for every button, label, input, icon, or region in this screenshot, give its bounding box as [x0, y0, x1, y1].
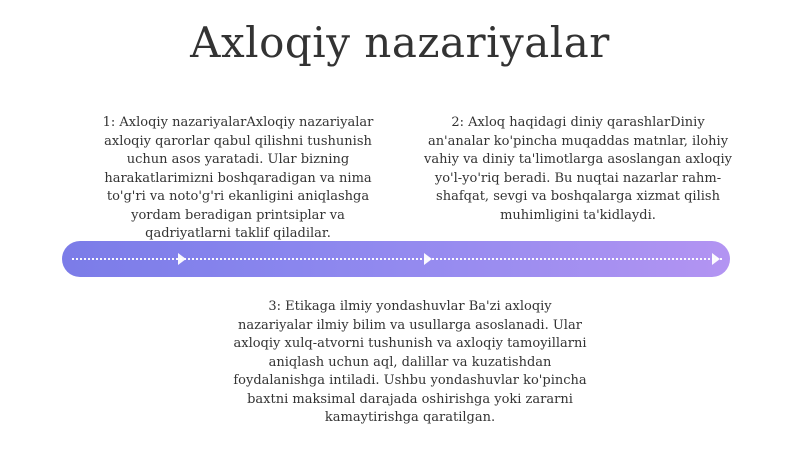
slide-title: Axloqiy nazariyalar	[190, 18, 610, 67]
arrow-right-icon	[712, 253, 720, 265]
timeline-item-3-text: 3: Etikaga ilmiy yondashuvlar Ba'zi axloqiy nazariyalar ilmiy bilim va usullarga asoslanadi. Ular axloqiy xulq-atvorni tushunish va axloqiy tamoyillarni aniqlash uchun aql, dalillar va kuzatishdan foydalanishga intiladi. Ushbu yondashuvlar ko'pincha baxtni maksimal darajada oshirishga yoki zararni kamaytirishga qaratilgan.	[233, 299, 587, 425]
timeline-item-2-text: 2: Axloq haqidagi diniy qarashlarDiniy an'analar ko'pincha muqaddas matnlar, ilohiy vahiy va diniy ta'limotlarga asoslangan axloqiy yo'l-yo'riq beradi. Bu nuqtai nazarlar rahm-shafqat, sevgi va boshqalarga xizmat qilish muhimligini ta'kidlaydi.	[423, 115, 733, 223]
arrow-right-icon	[424, 253, 432, 265]
timeline-dotted-line	[72, 258, 722, 260]
arrow-right-icon	[178, 253, 186, 265]
timeline-item-1-text: 1: Axloqiy nazariyalarAxloqiy nazariyalar axloqiy qarorlar qabul qilishni tushunish uchun asos yaratadi. Ular bizning harakatlarimizni boshqaradigan va nima to'g'ri va noto'g'ri ekanligini aniqlashga yordam beradigan printsiplar va qadriyatlarni taklif qiladilar.	[102, 115, 374, 241]
